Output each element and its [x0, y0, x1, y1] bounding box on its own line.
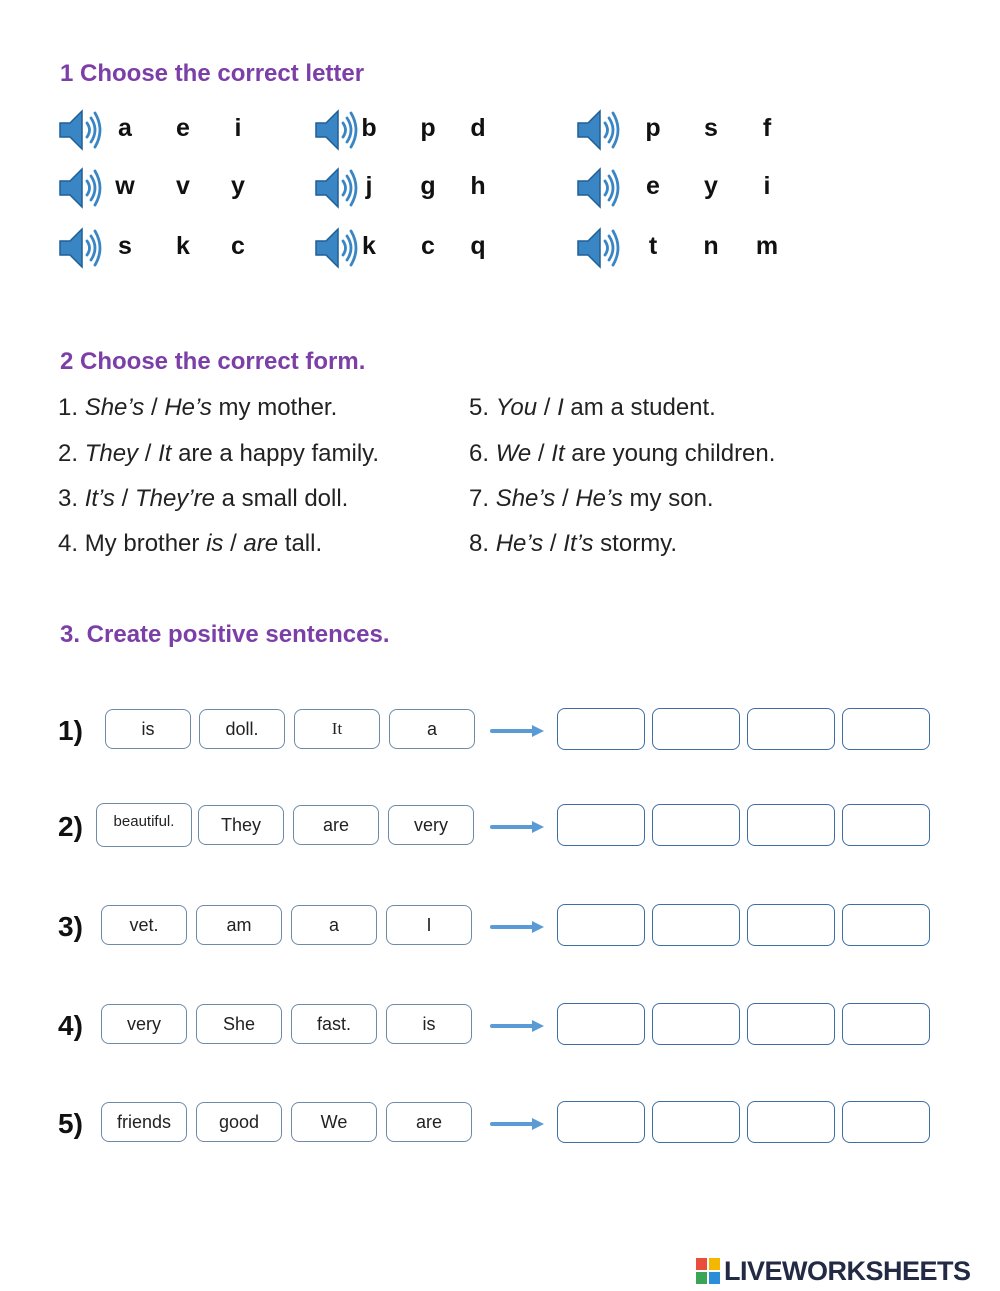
- drop-box[interactable]: [557, 1003, 645, 1045]
- sentence-item: [58, 440, 379, 468]
- letter-option[interactable]: k: [362, 232, 376, 260]
- letter-option[interactable]: p: [420, 114, 436, 142]
- sentence-number: 4.: [58, 530, 79, 557]
- drop-box[interactable]: [557, 904, 645, 946]
- word-tile[interactable]: It: [294, 709, 380, 749]
- form-option[interactable]: He’s: [495, 530, 544, 557]
- letter-option[interactable]: w: [115, 172, 135, 200]
- word-tile[interactable]: a: [389, 709, 475, 749]
- letter-option[interactable]: n: [703, 232, 719, 260]
- form-option[interactable]: She’s: [495, 485, 556, 512]
- form-option[interactable]: are: [243, 530, 279, 557]
- letter-option[interactable]: c: [231, 232, 245, 260]
- form-option[interactable]: They: [84, 440, 139, 467]
- drop-box[interactable]: [652, 1003, 740, 1045]
- drop-box[interactable]: [842, 1101, 930, 1143]
- sentence-rest: tall.: [278, 530, 323, 557]
- row-number: 5): [58, 1108, 83, 1139]
- letter-option[interactable]: b: [361, 114, 377, 142]
- sentence-rest: my son.: [622, 485, 714, 512]
- letter-option[interactable]: j: [365, 172, 373, 200]
- word-tile[interactable]: are: [293, 805, 379, 845]
- word-tile[interactable]: good: [196, 1102, 282, 1142]
- word-tile[interactable]: They: [198, 805, 284, 845]
- drop-box[interactable]: [557, 1101, 645, 1143]
- drop-box[interactable]: [652, 1101, 740, 1143]
- row-number: 3): [58, 911, 83, 942]
- letter-option[interactable]: a: [118, 114, 132, 142]
- word-tile[interactable]: very: [101, 1004, 187, 1044]
- option-separator: /: [555, 485, 576, 512]
- form-option[interactable]: It: [158, 440, 172, 467]
- logo-blocks-icon: [696, 1258, 720, 1284]
- word-tile[interactable]: friends: [101, 1102, 187, 1142]
- word-tile[interactable]: We: [291, 1102, 377, 1142]
- drop-box[interactable]: [747, 708, 835, 750]
- letter-option[interactable]: h: [470, 172, 486, 200]
- row-number: 4): [58, 1010, 83, 1041]
- form-option[interactable]: They’re: [134, 485, 215, 512]
- sentence-rest: my mother.: [211, 394, 338, 421]
- letter-option[interactable]: v: [176, 172, 190, 200]
- letter-option[interactable]: i: [234, 114, 242, 142]
- drop-box[interactable]: [842, 904, 930, 946]
- section1-heading: 1 Choose the correct letter: [60, 60, 365, 87]
- word-tile[interactable]: beautiful.: [96, 803, 192, 847]
- sentence-rest: am a student.: [563, 394, 716, 421]
- letter-option[interactable]: e: [176, 114, 190, 142]
- sentence-rest: stormy.: [593, 530, 678, 557]
- sentence-number: 1.: [58, 394, 79, 421]
- word-tile[interactable]: is: [386, 1004, 472, 1044]
- drop-box[interactable]: [747, 904, 835, 946]
- letter-option[interactable]: y: [704, 172, 718, 200]
- letter-option[interactable]: k: [176, 232, 190, 260]
- form-option[interactable]: You: [495, 394, 538, 421]
- word-tile[interactable]: am: [196, 905, 282, 945]
- sentence-rest: are a happy family.: [171, 440, 380, 467]
- row-number: 2): [58, 811, 83, 842]
- sentence-number: 8.: [469, 530, 490, 557]
- sentence-item: [58, 530, 322, 558]
- speaker-icon[interactable]: [576, 224, 620, 272]
- letter-option[interactable]: i: [763, 172, 771, 200]
- form-option[interactable]: I: [557, 394, 564, 421]
- arrow-right-icon: [490, 1116, 546, 1132]
- liveworksheets-logo: [696, 1254, 971, 1288]
- letter-option[interactable]: d: [470, 114, 486, 142]
- form-option[interactable]: It: [551, 440, 565, 467]
- speaker-icon[interactable]: [314, 164, 358, 212]
- word-tile[interactable]: vet.: [101, 905, 187, 945]
- word-tile[interactable]: fast.: [291, 1004, 377, 1044]
- drop-box[interactable]: [747, 1003, 835, 1045]
- option-separator: /: [531, 440, 552, 467]
- letter-option[interactable]: m: [755, 232, 779, 260]
- form-option[interactable]: He’s: [164, 394, 212, 421]
- speaker-icon[interactable]: [58, 224, 102, 272]
- word-tile[interactable]: I: [386, 905, 472, 945]
- drop-box[interactable]: [652, 804, 740, 846]
- option-separator: /: [138, 440, 159, 467]
- form-option[interactable]: It’s: [84, 485, 115, 512]
- option-separator: /: [543, 530, 564, 557]
- letter-option[interactable]: s: [704, 114, 718, 142]
- drop-box[interactable]: [652, 904, 740, 946]
- form-option[interactable]: He’s: [575, 485, 623, 512]
- speaker-icon[interactable]: [58, 164, 102, 212]
- arrow-right-icon: [490, 919, 546, 935]
- option-separator: /: [144, 394, 165, 421]
- sentence-item: [469, 394, 716, 422]
- letter-option[interactable]: p: [645, 114, 661, 142]
- word-tile[interactable]: a: [291, 905, 377, 945]
- word-tile[interactable]: is: [105, 709, 191, 749]
- word-tile[interactable]: She: [196, 1004, 282, 1044]
- form-option[interactable]: is: [206, 530, 224, 557]
- letter-option[interactable]: t: [648, 232, 658, 260]
- sentence-rest: a small doll.: [214, 485, 349, 512]
- word-tile[interactable]: are: [386, 1102, 472, 1142]
- letter-option[interactable]: q: [470, 232, 486, 260]
- drop-box[interactable]: [747, 1101, 835, 1143]
- drop-box[interactable]: [557, 708, 645, 750]
- sentence-item: [469, 530, 677, 558]
- sentence-prefix: My brother: [84, 530, 207, 557]
- form-option[interactable]: She’s: [84, 394, 145, 421]
- sentence-item: [58, 394, 337, 422]
- sentence-number: 3.: [58, 485, 79, 512]
- section3-heading: 3. Create positive sentences.: [60, 621, 390, 648]
- option-separator: /: [537, 394, 558, 421]
- row-number: 1): [58, 715, 83, 746]
- speaker-icon[interactable]: [58, 106, 102, 154]
- drop-box[interactable]: [747, 804, 835, 846]
- sentence-number: 6.: [469, 440, 490, 467]
- speaker-icon[interactable]: [576, 164, 620, 212]
- arrow-right-icon: [490, 723, 546, 739]
- word-tile[interactable]: doll.: [199, 709, 285, 749]
- sentence-item: [469, 485, 714, 513]
- speaker-icon[interactable]: [314, 224, 358, 272]
- sentence-rest: are young children.: [564, 440, 776, 467]
- letter-option[interactable]: e: [646, 172, 660, 200]
- drop-box[interactable]: [842, 804, 930, 846]
- form-option[interactable]: We: [495, 440, 532, 467]
- option-separator: /: [114, 485, 135, 512]
- letter-option[interactable]: y: [231, 172, 245, 200]
- letter-option[interactable]: s: [118, 232, 132, 260]
- sentence-number: 7.: [469, 485, 490, 512]
- section2-heading: 2 Choose the correct form.: [60, 348, 366, 375]
- letter-option[interactable]: c: [421, 232, 435, 260]
- word-tile[interactable]: very: [388, 805, 474, 845]
- sentence-number: 2.: [58, 440, 79, 467]
- option-separator: /: [223, 530, 244, 557]
- logo-text: LIVEWORKSHEETS: [724, 1255, 971, 1286]
- speaker-icon[interactable]: [576, 106, 620, 154]
- letter-option[interactable]: f: [762, 114, 772, 142]
- drop-box[interactable]: [842, 708, 930, 750]
- arrow-right-icon: [490, 1018, 546, 1034]
- form-option[interactable]: It’s: [563, 530, 594, 557]
- arrow-right-icon: [490, 819, 546, 835]
- drop-box[interactable]: [842, 1003, 930, 1045]
- sentence-item: [469, 440, 775, 468]
- drop-box[interactable]: [652, 708, 740, 750]
- letter-option[interactable]: g: [420, 172, 436, 200]
- sentence-item: [58, 485, 348, 513]
- sentence-number: 5.: [469, 394, 490, 421]
- drop-box[interactable]: [557, 804, 645, 846]
- speaker-icon[interactable]: [314, 106, 358, 154]
